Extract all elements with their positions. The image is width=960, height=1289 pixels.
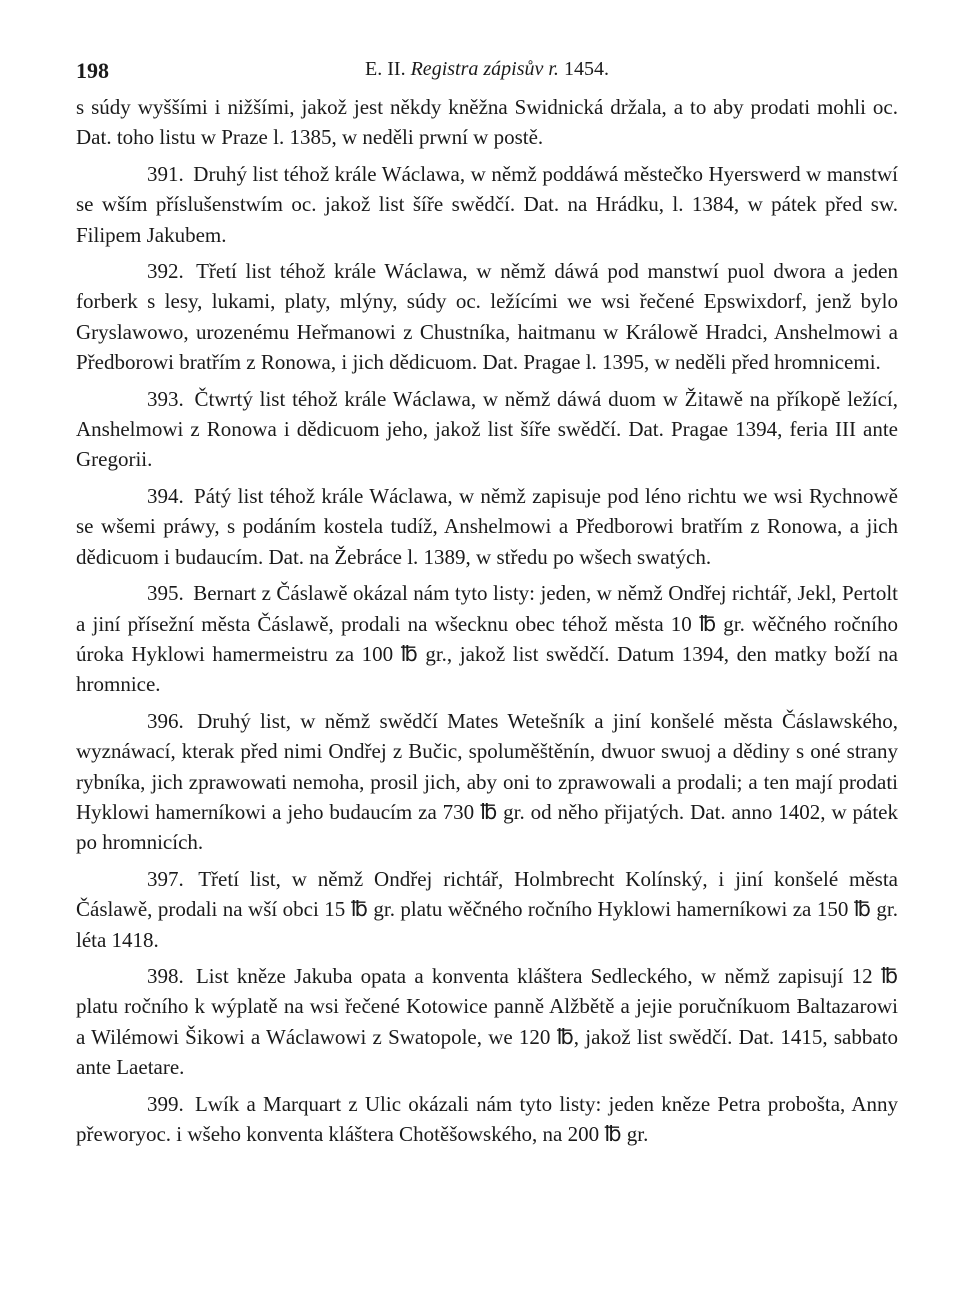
running-head-title: Registra zápisův r.	[410, 58, 559, 80]
entry-text: Třetí list téhož krále Wáclawa, w němž dáwá pod manstwí puol dwora a jeden forberk s lesy, lukami, platy, mlýny, súdy oc. ležícími we wsi řečené Epswixdorf, jenž bylo Gryslawowo, urozenému Heřmanowi z Chustníka, haitmanu w Králowě Hradci, Anshelmowi a Předborowi bratřím z Ronowa, i jich dědicuom. Dat. Pragae l. 1395, w neděli před hromnicemi.	[76, 259, 898, 375]
entry-number: 394.	[147, 483, 184, 508]
intro-paragraph: s súdy wyššími i nižšími, jakož jest někdy kněžna Swidnická držala, a to aby prodati mohli oc. Dat. toho listu w Praze l. 1385, w neděli prwní w postě.	[76, 95, 898, 150]
entry-number: 395.	[147, 581, 184, 606]
entry-393	[76, 384, 898, 475]
page-number: 198	[76, 58, 109, 83]
entry-text: Pátý list téhož krále Wáclawa, w němž zapisuje pod léno richtu we wsi Rychnowě se wšemi práwy, s podáním kostela tudíž, Anshelmowi a Předborowi bratřím z Ronowa, a jich dědicuom i budaucím. Dat. na Žebráce l. 1389, w středu po wšech swatých.	[76, 483, 898, 569]
running-head-year: 1454.	[563, 58, 609, 80]
running-head	[76, 58, 898, 81]
entry-number: 398.	[147, 963, 184, 988]
entry-396	[76, 706, 898, 858]
document-page	[76, 58, 898, 1149]
entry-number: 399.	[147, 1091, 184, 1116]
entry-391	[76, 159, 898, 250]
entry-397	[76, 864, 898, 955]
entry-text: Lwík a Marquart z Ulic okázali nám tyto listy: jeden kněze Petra probošta, Anny přeworyoc. i wšeho konventa kláštera Chotěšowského, na 200 ℔ gr.	[76, 1091, 899, 1146]
entry-number: 396.	[147, 708, 184, 733]
page-header	[76, 58, 898, 92]
entry-text: Bernart z Čáslawě okázal nám tyto listy: jeden, w němž Ondřej richtář, Jekl, Pertolt a jiní přísežní města Čáslawě, prodali na wšecknu obec téhož města 10 ℔ gr. wěčného ročního úroka Hyklowi hamermeistru za 100 ℔ gr., jakož list swědčí. Datum 1394, den matky boží na hromnice.	[76, 581, 899, 697]
entry-text: Čtwrtý list téhož krále Wáclawa, w němž dáwá duom w Žitawě na příkopě ležící, Anshelmowi z Ronowa i dědicuom jeho, jakož list šíře swědčí. Dat. Pragae 1394, feria III ante Gregorii.	[76, 386, 898, 472]
entry-number: 393.	[147, 386, 184, 411]
entry-395	[76, 578, 898, 700]
entry-text: List kněze Jakuba opata a konventa kláštera Sedleckého, w němž zapisují 12 ℔ platu ročního k wýplatě na wsi řečené Kotowice panně Alžbětě a jejie poručníkuom Baltazarowi a Wilémowi Šikowi a Wáclawowi z Swatopole, we 120 ℔, jakož list swědčí. Dat. 1415, sabbato ante Laetare.	[76, 963, 898, 1080]
entry-394	[76, 481, 898, 572]
entry-392	[76, 256, 898, 378]
entry-number: 392.	[147, 259, 184, 284]
running-head-prefix: E. II.	[365, 58, 406, 80]
entry-398	[76, 961, 898, 1083]
entry-text: Druhý list, w němž swědčí Mates Wetešník a jiní konšelé města Čáslawského, wyznáwací, kterak před nimi Ondřej z Bučic, spoluměštěnín, dwuor swuoj a dědiny s oné strany rybníka, jich zprawowati nemoha, prosil jich, aby oni to zprawowali a prodali; a ten mají prodati Hyklowi hamerníkowi a jeho budaucím za 730 ℔ gr. od něho přijatých. Dat. anno 1402, w pátek po hromnicích.	[76, 708, 899, 855]
entry-number: 397.	[147, 866, 184, 891]
entry-text: Druhý list téhož krále Wáclawa, w němž poddáwá městečko Hyerswerd w manstwí se wším příslušenstwím oc. jakož list šíře swědčí. Dat. na Hrádku, l. 1384, w pátek před sw. Filipem Jakubem.	[76, 161, 899, 247]
entry-399	[76, 1089, 898, 1150]
entry-number: 391.	[147, 161, 184, 186]
entry-text: Třetí list, w němž Ondřej richtář, Holmbrecht Kolínský, i jiní konšelé města Čáslawě, prodali na wší obci 15 ℔ gr. platu wěčného ročního Hyklowi hamerníkowi za 150 ℔ gr. léta 1418.	[76, 866, 898, 952]
